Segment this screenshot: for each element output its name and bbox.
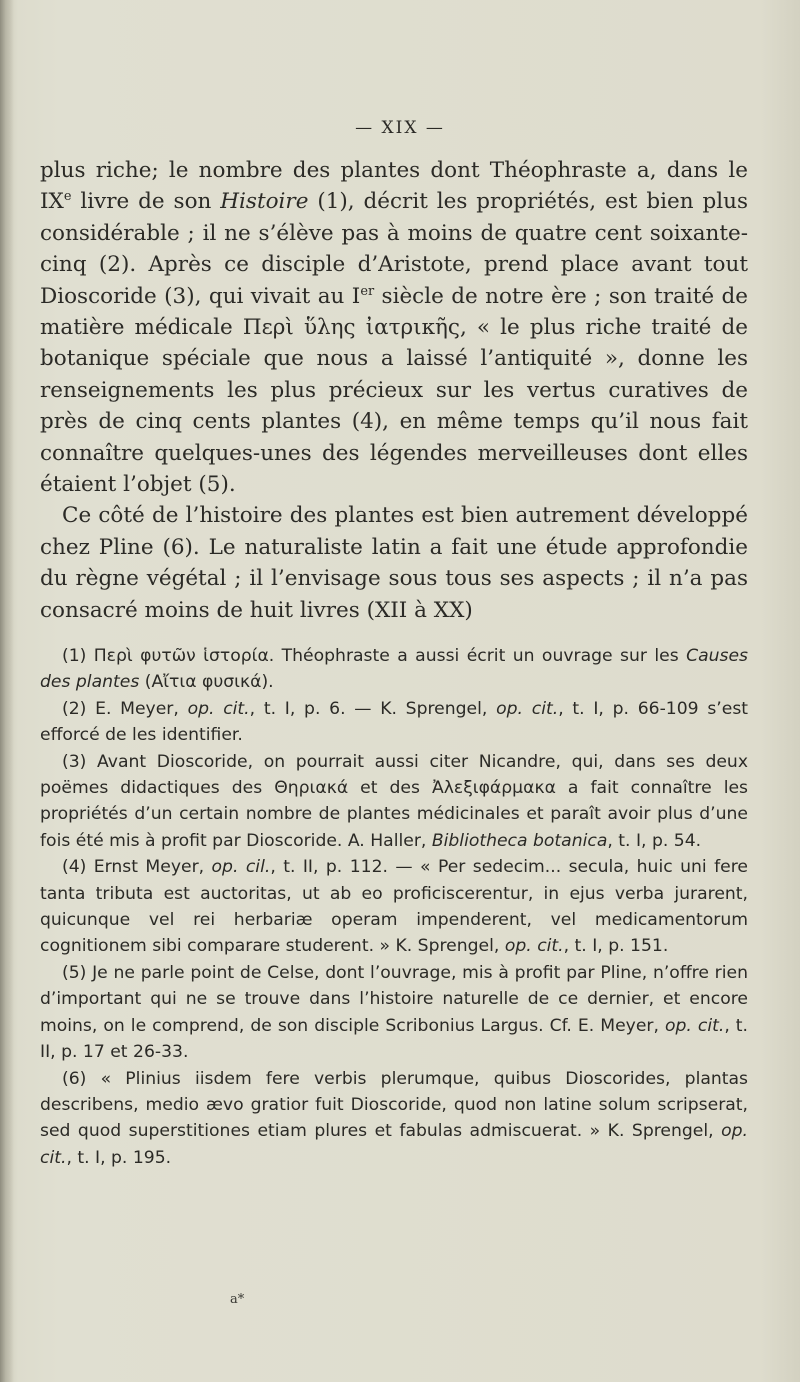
text-run: plus riche; le nombre des plantes dont Théophraste a, dans le IX <box>40 158 748 215</box>
footnote-4 <box>40 854 748 960</box>
italic-text: Bibliotheca botanica <box>431 830 608 851</box>
text-run: , t. I, p. 6. — K. Sprengel, <box>249 698 497 719</box>
footnote-2 <box>40 696 748 749</box>
text-run: , t. I, p. 151. <box>563 936 669 957</box>
page-binding-shadow <box>0 0 14 1382</box>
footnotes <box>40 643 748 1171</box>
signature-mark: a* <box>230 1292 245 1307</box>
text-run: , t. II, p. 17 et 26-33. <box>40 1015 748 1063</box>
superscript: e <box>63 189 72 205</box>
italic-text: op. cit. <box>664 1015 725 1036</box>
text-run: (1) Περὶ φυτῶν ἱστορία. Théophraste a aussi écrit un ouvrage sur les <box>62 646 687 666</box>
text-run: livre de son <box>71 189 221 215</box>
text-run: (3) Avant Dioscoride, on pourrait aussi citer Nicandre, qui, dans ses deux poëmes didactiques des Θηριακά et des Ἀλεξιφάρμακα a fait connaître les propriétés d’un certain nombre de plantes médicinales et paraît avoir plus d’une fois été mis à profit par Dioscoride. A. Haller, <box>40 751 748 851</box>
italic-text: Causes des plantes <box>40 646 748 693</box>
italic-text: op. cit. <box>504 936 564 957</box>
italic-text: op. cit. <box>40 1121 748 1168</box>
paragraph-2 <box>40 500 748 626</box>
text-run: , t. I, p. 54. <box>607 830 702 851</box>
text-run: (Αἴτια φυσικά). <box>139 672 274 693</box>
running-head-page-number: — XIX — <box>355 118 445 138</box>
italic-text: Histoire <box>220 189 309 215</box>
text-run: (4) Ernst Meyer, <box>62 857 212 878</box>
italic-text: op. cit. <box>187 698 250 719</box>
text-run: (5) Je ne parle point de Celse, dont l’ouvrage, mis à profit par Pline, n’offre rien d’important qui ne se trouve dans l’histoire naturelle de ce dernier, et encore moins, on le comprend, de son disciple Scribonius Largus. Cf. E. Meyer, <box>40 962 748 1036</box>
text-run: siècle de notre ère ; son traité de matière médicale Περὶ ὕλης ἰατρικῆς, « le plus riche traité de botanique spéciale que nous a laissé l’antiquité », donne les renseignements les plus précieux sur les vertus curatives de près de cinq cents plantes (4), en même temps qu’il nous fait connaître quelques-unes des légendes merveilleuses dont elles étaient l’objet (5). <box>40 283 749 498</box>
footnote-1 <box>40 643 748 696</box>
footnote-6 <box>40 1066 748 1172</box>
superscript: er <box>360 283 375 299</box>
text-run: , t. II, p. 112. — « Per sedecim... secula, huic uni fere tanta tributa est auctoritas, ut ab eo proficiscerentur, in ejus verba jurarent, quicunque vel rei herbariæ operam impenderent, vel medicamentorum cognitionem sibi comparare studerent. » K. Sprengel, <box>40 857 748 957</box>
text-run: , t. I, p. 66-109 s’est efforcé de les identifier. <box>40 698 749 746</box>
text-run: , t. I, p. 195. <box>66 1147 172 1168</box>
text-run: (6) « Plinius iisdem fere verbis plerumque, quibus Dioscorides, plantas describens, medio ævo gratior fuit Dioscoride, quod non latine solum scripserat, sed quod superstitiones etiam plures et fabulas admiscuerat. » K. Sprengel, <box>40 1068 748 1142</box>
footnote-3 <box>40 749 748 855</box>
paragraph-1 <box>40 155 748 500</box>
text-run: Ce côté de l’histoire des plantes est bien autrement développé chez Pline (6). Le naturaliste latin a fait une étude approfondie du règne végétal ; il l’envisage sous tous ses aspects ; il n’a pas consacré moins de huit livres (XII à XX) <box>40 503 748 623</box>
text-run: (2) E. Meyer, <box>62 698 188 719</box>
main-text <box>40 155 748 626</box>
footnote-5 <box>40 960 748 1066</box>
italic-text: op. cit. <box>496 698 559 719</box>
italic-text: op. cil. <box>211 857 271 878</box>
text-run: (1), décrit les propriétés, est bien plus considérable ; il ne s’élève pas à moins de quatre cent soixante-cinq (2). Après ce disciple d’Aristote, prend place avant tout Dioscoride (3), qui vivait au I <box>40 189 748 309</box>
